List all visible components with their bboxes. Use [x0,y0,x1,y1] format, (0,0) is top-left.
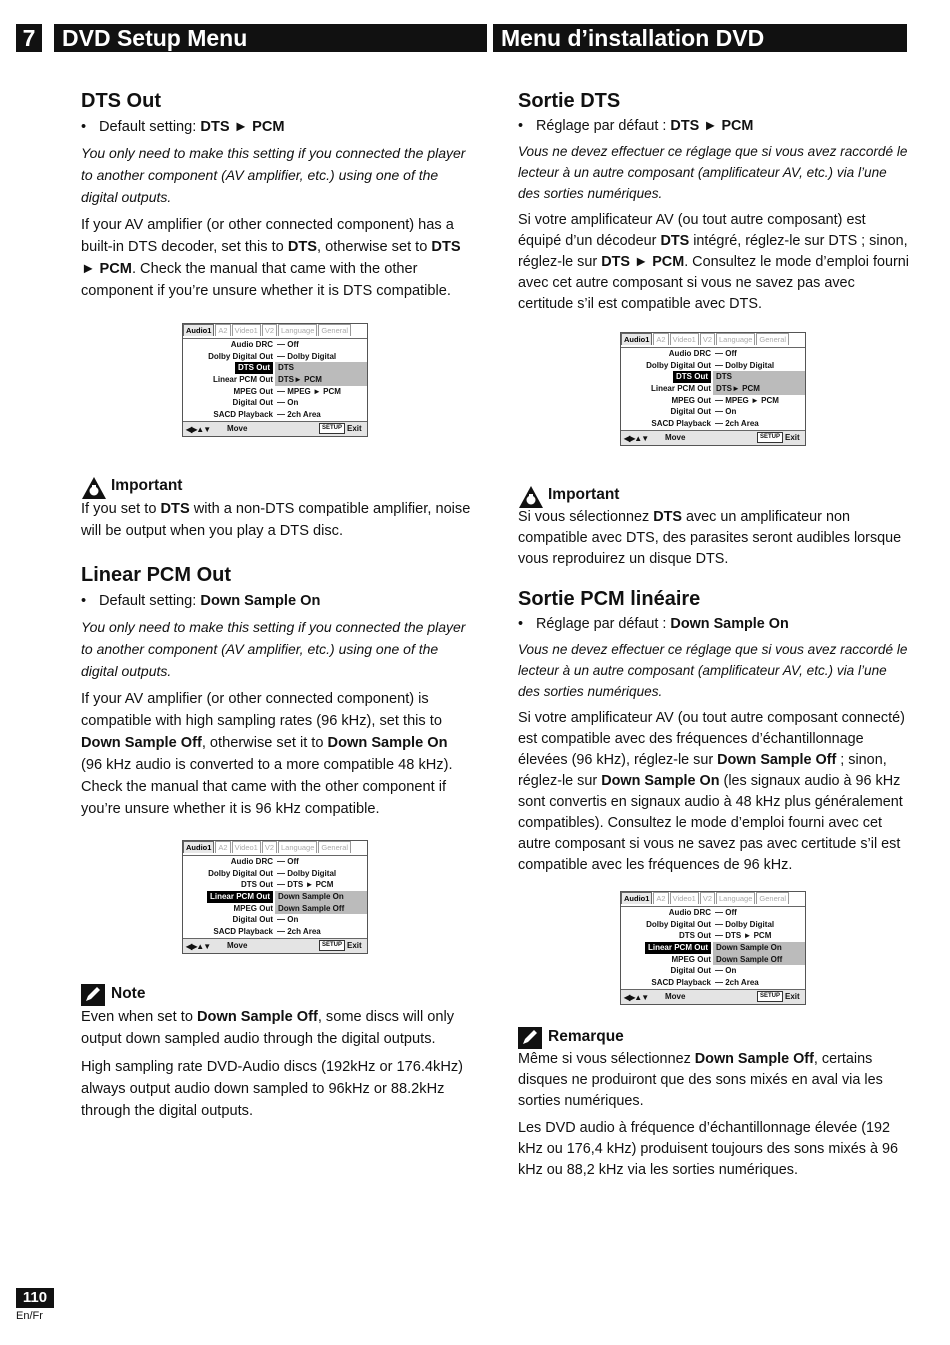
osd-tab: Video1 [232,841,261,853]
heading-linear-pcm-out: Linear PCM Out [81,564,232,586]
default-setting: • Réglage par défaut : DTS ► PCM [518,116,910,137]
osd-footer [621,989,805,1004]
osd-row-label: DTS Out [679,931,711,941]
osd-exit-label: Exit [785,433,800,442]
osd-footer [183,938,367,953]
osd-row-value: — 2ch Area [277,927,321,937]
osd-menu-row [621,418,805,430]
header-title-en: DVD Setup Menu [54,24,487,52]
osd-row-label: Dolby Digital Out [646,360,711,370]
osd-exit-label: Exit [347,424,362,433]
osd-row-value: — 2ch Area [715,419,759,429]
osd-menu-row [183,879,367,891]
italic-note: You only need to make this setting if you connected the player to another component (AV amplifier, etc.) using one of the digital outputs. [81,619,466,679]
osd-tab: Video1 [232,324,261,336]
osd-row-value: — Dolby Digital [715,919,775,929]
pencil-note-icon [81,984,105,1004]
osd-row-value: — Off [277,340,299,349]
arrow-keys-icon: ◀▶▲▼ [186,425,211,434]
osd-menu-row [621,406,805,418]
important-text: Si vous sélectionnez DTS avec un amplificateur non compatible avec DTS, des parasites seront audibles lorsque vous reproduirez un disque DTS. [518,509,902,567]
note-box-fr [518,1027,910,1187]
osd-menu-row [183,339,367,351]
osd-menu-row [621,977,805,989]
osd-tab: Audio1 [183,324,214,336]
osd-row-label: SACD Playback [213,410,273,420]
osd-menu [183,338,367,425]
italic-note: Vous ne devez effectuer ce réglage que si vous avez raccordé le lecteur à un autre composant (amplificateur AV, etc.) via l’une des sorties numériques. [518,642,908,699]
osd-option: DTS [278,363,294,373]
osd-menu-row [183,397,367,409]
paragraph: Si votre amplificateur AV (ou tout autre composant connecté) est compatible avec des fréquences d’échantillonnage élevées (96 kHz), réglez-le sur Down Sample Off ; sinon, réglez-le sur Down Sample On (les signaux audio à 96 kHz sont convertis en signaux audio à 48 kHz plus généralement compatibles). Consultez le mode d’emploi fourni avec cet autre composant si vous ne savez pas avec certitude s’il est compatible avec les fréquences de 96 kHz. [518,710,905,873]
osd-row-value: — 2ch Area [277,410,321,420]
osd-row-value: — Off [715,908,737,917]
section-sortie-dts [518,88,910,321]
osd-row-value: — 2ch Area [715,978,759,988]
osd-tab: Language [278,841,317,853]
osd-screen-pcm-fr [620,891,806,1005]
osd-move-label: Move [665,433,686,442]
osd-row-label: DTS Out [673,371,711,383]
note-text-2: Les DVD audio à fréquence d’échantillonnage élevée (192 kHz ou 176,4 kHz) produisent toujours des sons mixés à 96 kHz ou 88,2 kHz via les sorties numériques. [518,1120,898,1178]
osd-row-label: Audio DRC [668,908,711,917]
osd-options [275,891,367,914]
page-number: 110 [16,1288,54,1308]
note-title: Remarque [548,1028,624,1045]
osd-menu-row [621,348,805,360]
osd-options [713,371,805,394]
osd-option: DTS► PCM [278,375,322,385]
important-box [81,476,471,548]
section-sortie-pcm [518,586,910,882]
paragraph: If your AV amplifier (or other connected component) has a built-in DTS decoder, set this to DTS, otherwise set to DTS ► PCM. Check the manual that came with the other component if you’re unsure whether it is DTS compatible. [81,217,461,299]
osd-tab: A2 [215,324,230,336]
osd-row-value: — MPEG ► PCM [715,395,779,405]
osd-tab: V2 [262,324,277,336]
heading-sortie-dts: Sortie DTS [518,90,621,112]
osd-tab-bar [621,892,805,904]
default-setting: • Réglage par défaut : Down Sample On [518,614,910,635]
setup-key-icon: SETUP [757,991,783,1002]
default-setting: • Default setting: DTS ► PCM [81,116,471,138]
osd-tab: V2 [700,333,715,345]
osd-tab: Audio1 [183,841,214,853]
osd-footer [183,421,367,436]
osd-row-label: SACD Playback [213,927,273,937]
osd-screen-dts [182,323,368,437]
osd-tab-bar [621,333,805,345]
osd-row-value: — DTS ► PCM [277,880,334,890]
osd-row-label: Dolby Digital Out [208,868,273,878]
osd-menu-row [183,856,367,868]
osd-tab-bar [183,324,367,336]
note-text: Même si vous sélectionnez Down Sample Off, certains disques ne produiront que des sons mixés en aval via les sorties numériques. [518,1051,883,1109]
osd-row-label: DTS Out [235,362,273,374]
osd-row-label: Linear PCM Out [645,942,711,954]
section-dts-out [81,88,471,308]
osd-menu-row [183,926,367,938]
italic-note: You only need to make this setting if you connected the player to another component (AV amplifier, etc.) using one of the digital outputs. [81,145,466,205]
note-title: Note [111,985,146,1002]
osd-row-value: — On [715,407,737,417]
osd-row-value: — On [277,398,299,408]
osd-row-value: — Dolby Digital [277,868,337,878]
warning-hand-icon [518,485,542,505]
note-text-2: High sampling rate DVD-Audio discs (192kHz or 176.4kHz) always output audio down sampled to 96kHz or 88.2kHz through the digital outputs. [81,1059,464,1119]
osd-menu-row [621,907,805,919]
arrow-keys-icon: ◀▶▲▼ [186,942,211,951]
osd-row-label: Digital Out [232,398,273,408]
important-box-fr [518,485,910,576]
arrow-keys-icon: ◀▶▲▼ [624,993,649,1002]
osd-row-label: Digital Out [670,407,711,417]
osd-row-label: MPEG Out [233,903,273,913]
setup-key-icon: SETUP [319,940,345,951]
header-title-fr: Menu d’installation DVD [493,24,907,52]
osd-row-label: Linear PCM Out [650,384,711,394]
osd-row-label: SACD Playback [651,419,711,429]
osd-tab: General [318,841,351,853]
osd-tab: Audio1 [621,892,652,904]
osd-footer [621,430,805,445]
heading-dts-out: DTS Out [81,90,161,112]
osd-tab: Audio1 [621,333,652,345]
osd-menu-row [621,919,805,931]
osd-row-label: Audio DRC [230,857,273,866]
paragraph: Si votre amplificateur AV (ou tout autre composant) est équipé d’un décodeur DTS intégré, réglez-le sur DTS ; sinon, réglez-le sur DTS ► PCM. Consultez le mode d’emploi fourni avec cet autre composant si vous ne savez pas avec certitude s’il est compatible avec DTS. [518,212,909,312]
osd-tab: V2 [262,841,277,853]
paragraph: If your AV amplifier (or other connected component) is compatible with high sampling rates (96 kHz), set this to Down Sample Off, otherwise set it to Down Sample On (96 kHz audio is converted to a more compatible 48 kHz). Check the manual that came with the other component if you’re unsure whether it is 96 kHz compatible. [81,691,453,817]
osd-row-label: Dolby Digital Out [646,919,711,929]
important-text: If you set to DTS with a non-DTS compatible amplifier, noise will be output when you play a DTS disc. [81,501,471,539]
setup-key-icon: SETUP [319,423,345,434]
osd-screen-dts-fr [620,332,806,446]
osd-row-value: — MPEG ► PCM [277,386,341,396]
osd-row-label: Dolby Digital Out [208,351,273,361]
chapter-number: 7 [16,24,42,52]
osd-menu-row [183,914,367,926]
osd-tab: Language [716,892,755,904]
osd-tab: General [318,324,351,336]
italic-note: Vous ne devez effectuer ce réglage que si vous avez raccordé le lecteur à un autre composant (amplificateur AV, etc.) via l’une des sorties numériques. [518,144,908,201]
osd-row-label: MPEG Out [671,395,711,405]
default-setting: • Default setting: Down Sample On [81,590,471,612]
osd-tab: General [756,892,789,904]
osd-tab: Video1 [670,333,699,345]
osd-row-value: — Off [277,857,299,866]
osd-option: Down Sample On [716,943,782,953]
osd-menu-row [621,360,805,372]
pencil-note-icon [518,1027,542,1047]
osd-menu-row [621,930,805,942]
osd-menu-row [183,351,367,363]
osd-tab: V2 [700,892,715,904]
osd-row-value: — Dolby Digital [277,351,337,361]
osd-option: DTS► PCM [716,384,760,394]
osd-option: Down Sample Off [716,954,783,964]
osd-move-label: Move [227,941,248,950]
osd-row-value: — On [277,915,299,925]
osd-row-label: Linear PCM Out [212,375,273,385]
heading-sortie-pcm: Sortie PCM linéaire [518,588,701,610]
important-title: Important [548,486,620,503]
osd-row-label: MPEG Out [671,954,711,964]
osd-move-label: Move [227,424,248,433]
osd-menu [183,855,367,942]
osd-row-label: Audio DRC [230,340,273,349]
section-linear-pcm-out [81,562,471,826]
osd-tab: A2 [653,892,668,904]
osd-row-label: Linear PCM Out [207,891,273,903]
note-text: Even when set to Down Sample Off, some discs will only output down sampled audio through the digital outputs. [81,1009,455,1047]
osd-tab-bar [183,841,367,853]
osd-options [275,362,367,385]
warning-hand-icon [81,476,105,496]
important-title: Important [111,477,183,494]
osd-menu [621,347,805,434]
osd-options [713,942,805,965]
setup-key-icon: SETUP [757,432,783,443]
osd-tab: General [756,333,789,345]
osd-row-label: DTS Out [241,880,273,890]
osd-menu-row [183,868,367,880]
osd-exit-label: Exit [785,992,800,1001]
osd-row-value: — On [715,966,737,976]
osd-tab: A2 [215,841,230,853]
osd-option: Down Sample On [278,892,344,902]
osd-row-value: — Dolby Digital [715,360,775,370]
osd-tab: Language [278,324,317,336]
osd-tab: Video1 [670,892,699,904]
osd-option: DTS [716,372,732,382]
note-box [81,984,471,1128]
osd-row-label: Digital Out [670,966,711,976]
osd-tab: Language [716,333,755,345]
osd-row-label: SACD Playback [651,978,711,988]
osd-row-value: — Off [715,349,737,358]
osd-menu-row [621,965,805,977]
osd-row-label: Digital Out [232,915,273,925]
osd-screen-pcm [182,840,368,954]
osd-tab: A2 [653,333,668,345]
osd-menu [621,906,805,993]
osd-move-label: Move [665,992,686,1001]
osd-row-label: Audio DRC [668,349,711,358]
osd-row-label: MPEG Out [233,386,273,396]
language-code: En/Fr [16,1310,43,1322]
osd-menu-row [183,409,367,421]
osd-menu-row [621,395,805,407]
osd-exit-label: Exit [347,941,362,950]
osd-option: Down Sample Off [278,903,345,913]
osd-menu-row [183,386,367,398]
osd-row-value: — DTS ► PCM [715,931,772,941]
arrow-keys-icon: ◀▶▲▼ [624,434,649,443]
